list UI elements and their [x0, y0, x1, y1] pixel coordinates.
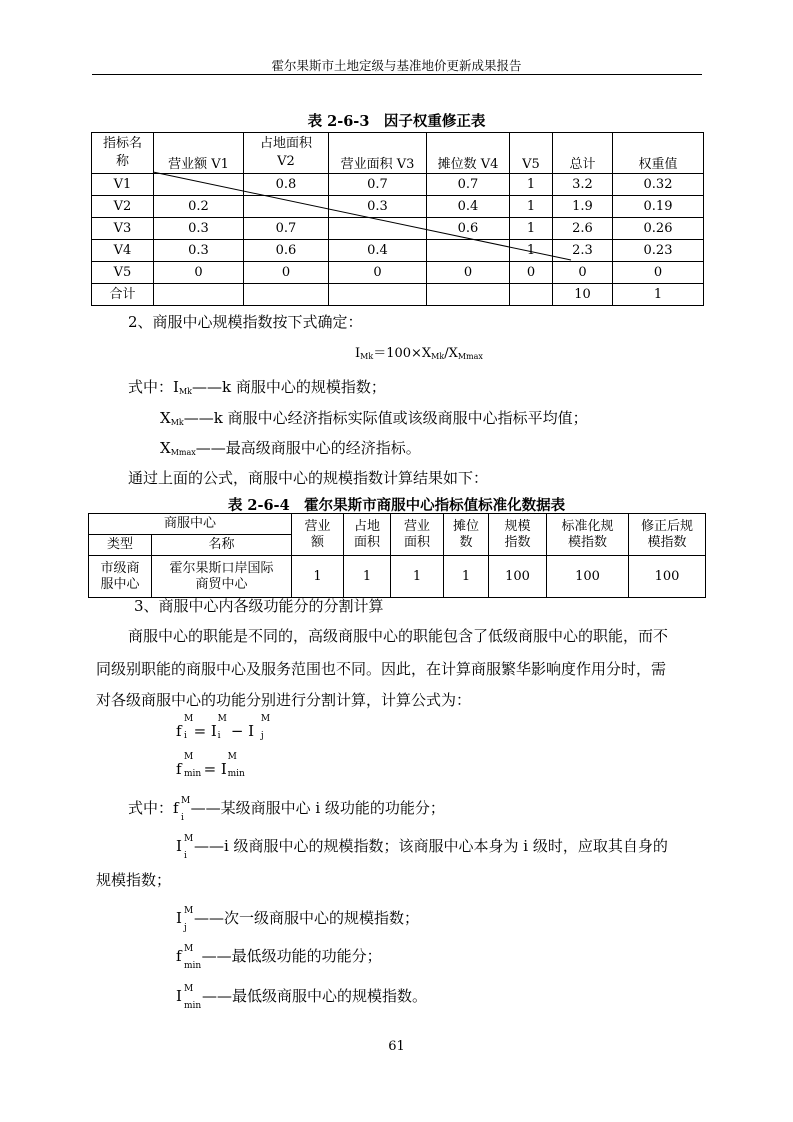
table-cell: V5 — [92, 262, 154, 284]
table-cell: 霍尔果斯口岸国际商贸中心 — [152, 556, 292, 598]
def-sup: M — [184, 984, 194, 994]
formula-symbol — [230, 714, 271, 741]
table-cell: 2.3 — [553, 240, 613, 262]
def-sup: M — [184, 906, 194, 916]
table-cell: 0.23 — [613, 240, 704, 262]
table-cell: 0.3 — [329, 196, 427, 218]
def-sup: M — [184, 834, 194, 844]
formula-sub: min — [184, 769, 202, 779]
formula-part: ＝100×X — [373, 346, 432, 361]
section2-heading: 2、商服中心规模指数按下式确定： — [128, 313, 363, 331]
table-cell: 0.4 — [329, 240, 427, 262]
scale-index-formula — [355, 342, 483, 361]
table-cell: 2.6 — [553, 218, 613, 240]
table-cell: 0.32 — [613, 174, 704, 196]
formula-part: /X — [444, 346, 458, 361]
table2-header-cell: 营业面积 — [391, 514, 444, 556]
table2-header-cell: 修正后规模指数 — [629, 514, 706, 556]
def-sym: I — [176, 987, 182, 1005]
formula-sup: M — [260, 714, 271, 724]
table-cell: V3 — [92, 218, 154, 240]
table-cell: 0.26 — [613, 218, 704, 240]
def-sup: M — [181, 796, 191, 806]
table-cell: 0 — [553, 262, 613, 284]
definition-line — [176, 906, 419, 933]
table-cell: 合计 — [92, 284, 154, 306]
table-cell: 100 — [629, 556, 706, 598]
table1-header-cell: V5 — [510, 133, 553, 174]
def-text: ——k 商服中心经济指标实际值或该级商服中心指标平均值； — [183, 409, 588, 427]
table1-header-cell: 总计 — [553, 133, 613, 174]
table-cell: 0 — [427, 262, 510, 284]
formula-sup: M — [184, 752, 194, 762]
table-cell: V1 — [92, 174, 154, 196]
table1-header-cell: 权重值 — [613, 133, 704, 174]
table-cell: 100 — [547, 556, 629, 598]
table-cell: 0.2 — [154, 196, 244, 218]
def-prefix: 式中：I — [128, 378, 179, 396]
table-cell: 市级商服中心 — [89, 556, 152, 598]
paragraph-line: 商服中心的职能是不同的，高级商服中心的职能包含了低级商服中心的职能，而不 — [128, 627, 669, 645]
formula-f: f — [176, 760, 182, 778]
def-symbol — [176, 834, 194, 861]
table-cell: 1 — [510, 218, 553, 240]
formula-subscript: Mk — [360, 352, 374, 361]
formula-sup: M — [227, 752, 237, 762]
def-text: ——次一级商服中心的规模指数； — [193, 909, 419, 927]
table-cell: 0.19 — [613, 196, 704, 218]
def-text: ——最高级商服中心的经济指标。 — [195, 439, 421, 457]
table-cell: 1 — [444, 556, 489, 598]
page-number: 61 — [388, 1039, 405, 1054]
formula-sup: M — [217, 714, 227, 724]
def-subscript: Mk — [170, 418, 184, 427]
table2-group-header: 商服中心 — [89, 514, 292, 535]
table2-header-row — [89, 514, 706, 535]
formula-sub: i — [184, 731, 187, 741]
table-cell: V4 — [92, 240, 154, 262]
table-cell: 1 — [510, 174, 553, 196]
def-text: ——i 级商服中心的规模指数；该商服中心本身为 i 级时，应取其自身的 — [193, 837, 668, 855]
def-sym: I — [176, 837, 182, 855]
formula-sub: i — [217, 731, 221, 741]
definition-continuation: 规模指数； — [96, 871, 172, 889]
paragraph-line: 同级别职能的商服中心及服务范围也不同。因此，在计算商服繁华影响度作用分时，需 — [96, 660, 667, 678]
formula-eq: = I — [203, 760, 227, 778]
def-symbol — [176, 906, 194, 933]
formula-minus: − I — [230, 722, 255, 740]
formula-f: f — [176, 722, 182, 740]
def-subscript: Mmax — [170, 448, 196, 457]
formula-sub: j — [260, 731, 264, 741]
definition-line — [160, 438, 421, 463]
table2-header-cell: 标准化规模指数 — [547, 514, 629, 556]
def-prefix: X — [160, 409, 171, 427]
def-sub: i — [181, 813, 184, 823]
formula-eq: = I — [193, 722, 217, 740]
formula-sub: min — [227, 769, 245, 779]
table-cell: 10 — [553, 284, 613, 306]
def-prefix: X — [160, 439, 171, 457]
table-cell: 0.7 — [427, 174, 510, 196]
def-subscript: Mk — [178, 387, 192, 396]
def-sym: f — [173, 799, 179, 817]
def-text: ——k 商服中心的规模指数； — [191, 378, 386, 396]
definition-line — [128, 377, 386, 402]
table1-header-cell: 指标名称 — [92, 133, 154, 174]
def-sym: I — [176, 909, 182, 927]
table1-header-cell: 占地面积V2 — [244, 133, 329, 174]
def-text: ——最低级商服中心的规模指数。 — [201, 987, 427, 1005]
table-row — [89, 556, 706, 598]
def-sub: min — [184, 961, 202, 971]
def-sub: j — [184, 923, 187, 933]
table-cell: 1 — [510, 240, 553, 262]
table2-header-cell: 摊位数 — [444, 514, 489, 556]
table1-wrapper — [91, 132, 703, 306]
table-cell: 0.6 — [244, 240, 329, 262]
table2-header-cell: 规模指数 — [489, 514, 547, 556]
def-symbol — [176, 944, 202, 971]
table2-header-cell: 营业额 — [292, 514, 344, 556]
formula-subscript: Mk — [431, 352, 445, 361]
formula-symbol — [176, 714, 194, 741]
standardized-index-table — [88, 513, 706, 598]
def-symbol — [176, 984, 202, 1011]
definition-line — [176, 834, 668, 861]
definition-line — [176, 984, 427, 1011]
table-cell: 0.3 — [154, 218, 244, 240]
def-text: ——最低级功能的功能分； — [201, 947, 382, 965]
formula-symbol — [176, 752, 202, 779]
formula-symbol — [193, 714, 227, 741]
table-cell: 0 — [154, 262, 244, 284]
table2-header-cell: 占地面积 — [344, 514, 391, 556]
table-cell: 0.3 — [154, 240, 244, 262]
paragraph-line: 对各级商服中心的功能分别进行分割计算，计算公式为： — [96, 691, 472, 709]
def-sym: f — [176, 947, 182, 965]
table-cell: 0.7 — [329, 174, 427, 196]
formula-subscript: Mmax — [457, 352, 483, 361]
table1-caption: 表 2-6-3 因子权重修正表 — [307, 113, 486, 130]
definition-line — [176, 944, 382, 971]
section3-heading: 3、商服中心内各级功能分的分割计算 — [134, 597, 384, 615]
table1-header-cell: 营业面积 V3 — [329, 133, 427, 174]
table-cell: 0.8 — [244, 174, 329, 196]
table-cell: 0 — [329, 262, 427, 284]
table2-subheader-cell: 类型 — [89, 535, 152, 556]
table-cell: 1 — [391, 556, 444, 598]
result-intro: 通过上面的公式，商服中心的规模指数计算结果如下： — [128, 469, 489, 487]
def-sup: M — [184, 944, 194, 954]
table-cell: 1.9 — [553, 196, 613, 218]
page-header: 霍尔果斯市土地定级与基准地价更新成果报告 — [271, 58, 522, 73]
table-cell: 0 — [613, 262, 704, 284]
table-cell: 1 — [613, 284, 704, 306]
table2-caption: 表 2-6-4 霍尔果斯市商服中心指标值标准化数据表 — [227, 497, 566, 514]
table-cell: 0.4 — [427, 196, 510, 218]
table-cell: 1 — [510, 196, 553, 218]
def-text: ——某级商服中心 i 级功能的功能分； — [190, 799, 445, 817]
formula-symbol — [203, 752, 245, 779]
diagonal-line — [91, 132, 703, 312]
formula-sup: M — [184, 714, 194, 724]
header-rule — [92, 74, 702, 75]
table-cell: 100 — [489, 556, 547, 598]
table-cell: V2 — [92, 196, 154, 218]
table-cell: 0 — [244, 262, 329, 284]
min-function-formula — [176, 752, 245, 779]
table2-subheader-cell: 名称 — [152, 535, 292, 556]
table-cell: 0.6 — [427, 218, 510, 240]
table-cell: 1 — [344, 556, 391, 598]
table-cell: 1 — [292, 556, 344, 598]
table-cell: 0 — [510, 262, 553, 284]
def-prefix: 式中： — [128, 799, 174, 817]
function-score-formula — [176, 714, 271, 741]
table-cell: 0.7 — [244, 218, 329, 240]
def-symbol — [173, 796, 191, 823]
formula-part: I — [355, 346, 361, 361]
table1-header-cell: 营业额 V1 — [154, 133, 244, 174]
table-cell: 3.2 — [553, 174, 613, 196]
def-sub: min — [184, 1001, 202, 1011]
definition-line — [160, 408, 588, 433]
definition-line — [128, 796, 445, 823]
def-sub: i — [184, 851, 187, 861]
table1-header-cell: 摊位数 V4 — [427, 133, 510, 174]
